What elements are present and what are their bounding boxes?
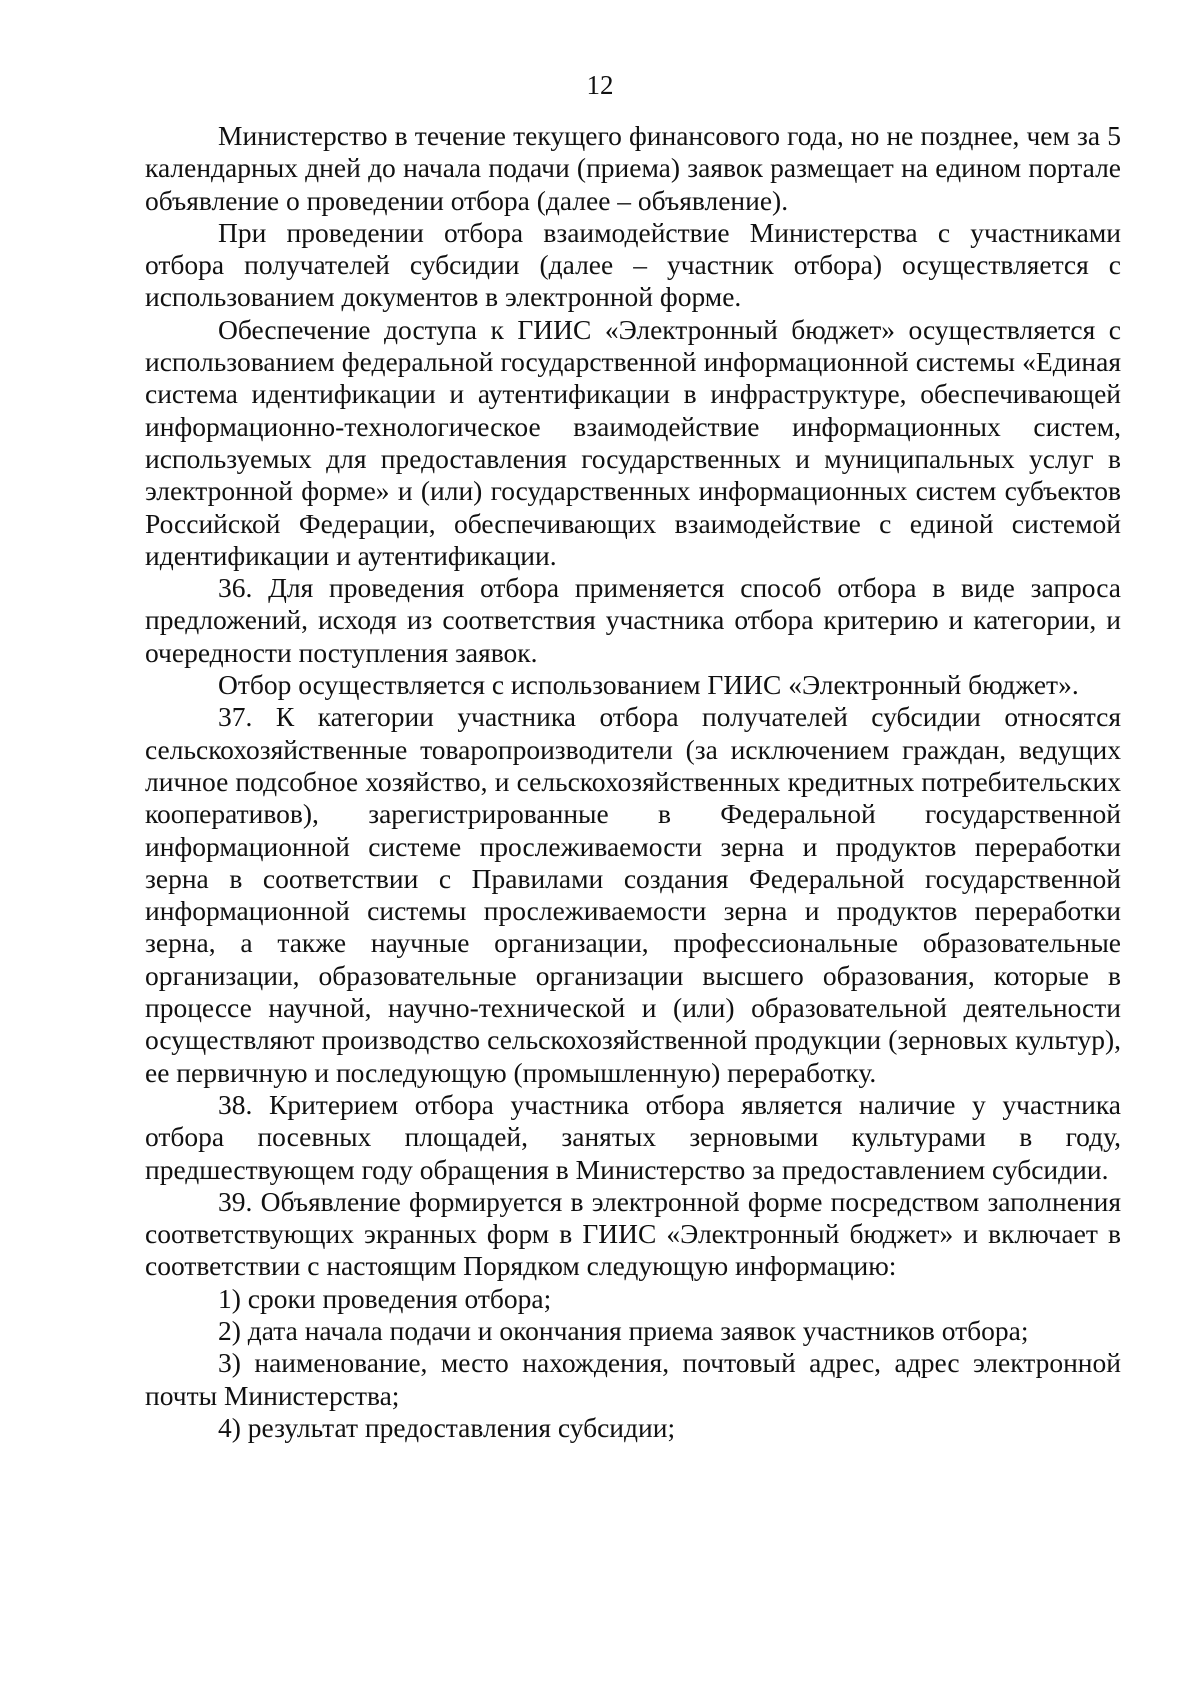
paragraph-electronic-interaction: При проведении отбора взаимодействие Министерства с участниками отбора получателей субсидии (далее – участник отбора) осуществляется с использованием документов в электронной форме. (145, 216, 1121, 313)
paragraph-item-37: 37. К категории участника отбора получателей субсидии относятся сельскохозяйственные товаропроизводители (за исключением граждан, ведущих личное подсобное хозяйство, и сельскохозяйственных кредитных потребительских кооперативов), зарегистрированные в Федеральной государственной информационной системе прослеживаемости зерна и продуктов переработки зерна в соответствии с Правилами создания Федеральной государственной информационной системы прослеживаемости зерна и продуктов переработки зерна, а также научные организации, профессиональные образовательные организации, образовательные организации высшего образования, которые в процессе научной, научно-технической и (или) образовательной деятельности осуществляют производство сельскохозяйственной продукции (зерновых культур), ее первичную и последующую (промышленную) переработку. (145, 701, 1121, 1088)
paragraph-item-36: 36. Для проведения отбора применяется способ отбора в виде запроса предложений, исходя из соответствия участника отбора критерию и категории, и очередности поступления заявок. (145, 572, 1121, 668)
paragraph-selection-giis: Отбор осуществляется с использованием ГИИС «Электронный бюджет». (218, 669, 1079, 701)
paragraph-item-39: 39. Объявление формируется в электронной форме посредством заполнения соответствующих экранных форм в ГИИС «Электронный бюджет» и включает в соответствии с настоящим Порядком следующую информацию: (145, 1185, 1121, 1282)
page-number: 12 (586, 70, 614, 100)
document-body (145, 120, 1121, 1444)
paragraph-intro-announcement: Министерство в течение текущего финансового года, но не позднее, чем за 5 календарных дней до начала подачи (приема) заявок размещает на едином портале объявление о проведении отбора (далее – объявление). (145, 120, 1121, 216)
list-item-1: 1) сроки проведения отбора; (218, 1282, 552, 1314)
paragraph-access-giis: Обеспечение доступа к ГИИС «Электронный бюджет» осуществляется с использованием федеральной государственной информационной системы «Единая система идентификации и аутентификации в инфраструктуре, обеспечивающей информационно-технологическое взаимодействие информационных систем, используемых для предоставления государственных и муниципальных услуг в электронной форме» и (или) государственных информационных систем субъектов Российской Федерации, обеспечивающих взаимодействие с единой системой идентификации и аутентификации. (145, 313, 1121, 571)
list-item-2: 2) дата начала подачи и окончания приема заявок участников отбора; (218, 1314, 1029, 1346)
list-item-4: 4) результат предоставления субсидии; (218, 1411, 676, 1443)
paragraph-item-38: 38. Критерием отбора участника отбора является наличие у участника отбора посевных площадей, занятых зерновыми культурами в году, предшествующем году обращения в Министерство за предоставлением субсидии. (145, 1088, 1121, 1185)
list-item-3: 3) наименование, место нахождения, почтовый адрес, адрес электронной почты Министерства; (145, 1347, 1121, 1411)
